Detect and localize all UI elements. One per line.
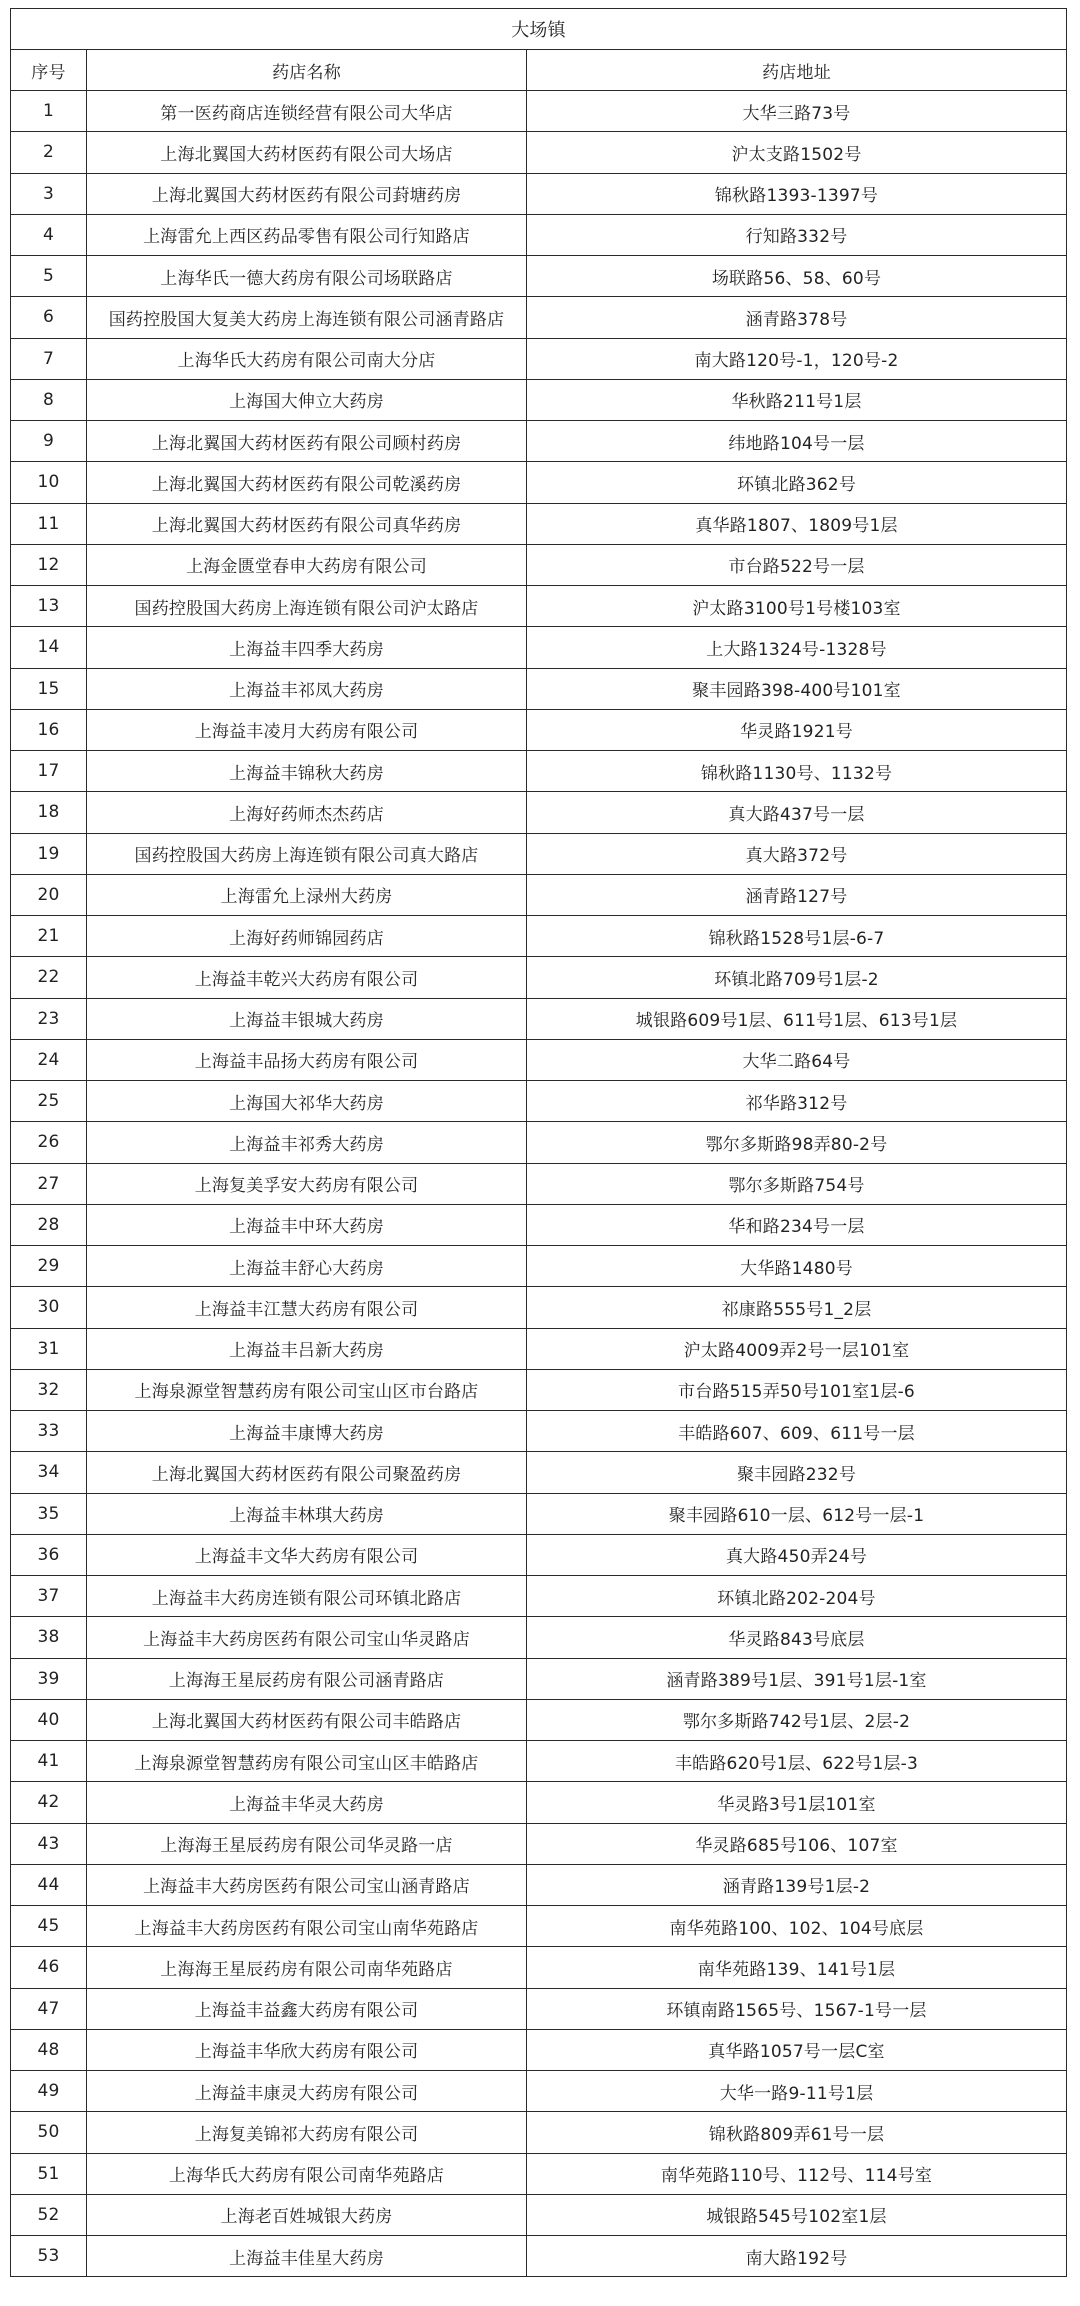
pharmacy-name-cell: 上海北翼国大药材医药有限公司葑塘药房 (87, 173, 527, 214)
pharmacy-address-cell: 沪太路3100号1号楼103室 (527, 586, 1067, 627)
table-row (11, 874, 1067, 915)
row-number-cell: 5 (11, 256, 87, 297)
table-row (11, 1204, 1067, 1245)
row-number-cell: 44 (11, 1864, 87, 1905)
table-row (11, 1741, 1067, 1782)
row-number-cell: 32 (11, 1369, 87, 1410)
table-row (11, 1369, 1067, 1410)
row-number-cell: 48 (11, 2029, 87, 2070)
table-row (11, 792, 1067, 833)
pharmacy-address-cell: 锦秋路1393-1397号 (527, 173, 1067, 214)
row-number-cell: 1 (11, 91, 87, 132)
pharmacy-name-cell: 上海益丰锦秋大药房 (87, 751, 527, 792)
row-number-cell: 4 (11, 214, 87, 255)
pharmacy-address-cell: 大华一路9-11号1层 (527, 2071, 1067, 2112)
pharmacy-address-cell: 场联路56、58、60号 (527, 256, 1067, 297)
pharmacy-name-cell: 上海益丰林琪大药房 (87, 1493, 527, 1534)
pharmacy-address-cell: 环镇北路362号 (527, 462, 1067, 503)
pharmacy-name-cell: 上海益丰银城大药房 (87, 998, 527, 1039)
pharmacy-address-cell: 华灵路843号底层 (527, 1617, 1067, 1658)
pharmacy-name-cell: 上海益丰乾兴大药房有限公司 (87, 957, 527, 998)
pharmacy-address-cell: 锦秋路1130号、1132号 (527, 751, 1067, 792)
table-row (11, 627, 1067, 668)
row-number-cell: 21 (11, 916, 87, 957)
pharmacy-name-cell: 上海雷允上西区药品零售有限公司行知路店 (87, 214, 527, 255)
pharmacy-address-cell: 聚丰园路232号 (527, 1452, 1067, 1493)
table-row (11, 1122, 1067, 1163)
table-row (11, 1328, 1067, 1369)
pharmacy-name-cell: 上海益丰益鑫大药房有限公司 (87, 1988, 527, 2029)
table-row (11, 916, 1067, 957)
pharmacy-address-cell: 真大路450弄24号 (527, 1534, 1067, 1575)
row-number-cell: 11 (11, 503, 87, 544)
pharmacy-address-cell: 真大路437号一层 (527, 792, 1067, 833)
row-number-cell: 39 (11, 1658, 87, 1699)
row-number-cell: 36 (11, 1534, 87, 1575)
table-row (11, 1864, 1067, 1905)
table-row (11, 833, 1067, 874)
table-row (11, 586, 1067, 627)
row-number-cell: 37 (11, 1576, 87, 1617)
pharmacy-address-cell: 市台路515弄50号101室1层-6 (527, 1369, 1067, 1410)
table-row (11, 1452, 1067, 1493)
table-row (11, 338, 1067, 379)
row-number-cell: 38 (11, 1617, 87, 1658)
table-row (11, 1576, 1067, 1617)
pharmacy-name-cell: 上海海王星辰药房有限公司南华苑路店 (87, 1947, 527, 1988)
pharmacy-name-cell: 上海泉源堂智慧药房有限公司宝山区市台路店 (87, 1369, 527, 1410)
pharmacy-address-cell: 城银路545号102室1层 (527, 2194, 1067, 2235)
title-row (11, 9, 1067, 50)
pharmacy-name-cell: 上海北翼国大药材医药有限公司顾村药房 (87, 421, 527, 462)
table-row (11, 1039, 1067, 1080)
pharmacy-address-cell: 沪太路4009弄2号一层101室 (527, 1328, 1067, 1369)
table-row (11, 379, 1067, 420)
pharmacy-address-cell: 华和路234号一层 (527, 1204, 1067, 1245)
pharmacy-name-cell: 第一医药商店连锁经营有限公司大华店 (87, 91, 527, 132)
row-number-cell: 49 (11, 2071, 87, 2112)
pharmacy-address-cell: 涵青路139号1层-2 (527, 1864, 1067, 1905)
pharmacy-name-cell: 上海益丰中环大药房 (87, 1204, 527, 1245)
row-number-cell: 18 (11, 792, 87, 833)
pharmacy-name-cell: 上海北翼国大药材医药有限公司大场店 (87, 132, 527, 173)
pharmacy-address-cell: 华灵路685号106、107室 (527, 1823, 1067, 1864)
row-number-cell: 25 (11, 1081, 87, 1122)
pharmacy-address-cell: 行知路332号 (527, 214, 1067, 255)
pharmacy-name-cell: 上海老百姓城银大药房 (87, 2194, 527, 2235)
pharmacy-name-cell: 上海金匮堂春申大药房有限公司 (87, 544, 527, 585)
pharmacy-name-cell: 上海益丰康灵大药房有限公司 (87, 2071, 527, 2112)
row-number-cell: 34 (11, 1452, 87, 1493)
table-title: 大场镇 (11, 9, 1067, 50)
table-row (11, 173, 1067, 214)
pharmacy-name-cell: 上海国大伸立大药房 (87, 379, 527, 420)
pharmacy-address-cell: 城银路609号1层、611号1层、613号1层 (527, 998, 1067, 1039)
row-number-cell: 35 (11, 1493, 87, 1534)
pharmacy-sheet (10, 8, 1066, 2277)
pharmacy-name-cell: 上海复美锦祁大药房有限公司 (87, 2112, 527, 2153)
table-row (11, 1782, 1067, 1823)
header-address: 药店地址 (527, 50, 1067, 91)
table-row (11, 1658, 1067, 1699)
pharmacy-name-cell: 上海益丰华灵大药房 (87, 1782, 527, 1823)
row-number-cell: 50 (11, 2112, 87, 2153)
pharmacy-name-cell: 上海华氏大药房有限公司南华苑路店 (87, 2153, 527, 2194)
pharmacy-address-cell: 涵青路127号 (527, 874, 1067, 915)
table-row (11, 297, 1067, 338)
table-row (11, 544, 1067, 585)
pharmacy-address-cell: 聚丰园路398-400号101室 (527, 668, 1067, 709)
pharmacy-name-cell: 上海华氏大药房有限公司南大分店 (87, 338, 527, 379)
pharmacy-name-cell: 国药控股国大药房上海连锁有限公司真大路店 (87, 833, 527, 874)
row-number-cell: 28 (11, 1204, 87, 1245)
pharmacy-name-cell: 上海海王星辰药房有限公司涵青路店 (87, 1658, 527, 1699)
pharmacy-name-cell: 上海益丰康博大药房 (87, 1411, 527, 1452)
table-row (11, 1287, 1067, 1328)
pharmacy-address-cell: 丰皓路620号1层、622号1层-3 (527, 1741, 1067, 1782)
pharmacy-address-cell: 涵青路378号 (527, 297, 1067, 338)
pharmacy-address-cell: 南华苑路100、102、104号底层 (527, 1906, 1067, 1947)
row-number-cell: 13 (11, 586, 87, 627)
pharmacy-address-cell: 聚丰园路610一层、612号一层-1 (527, 1493, 1067, 1534)
pharmacy-name-cell: 国药控股国大复美大药房上海连锁有限公司涵青路店 (87, 297, 527, 338)
pharmacy-address-cell: 锦秋路809弄61号一层 (527, 2112, 1067, 2153)
pharmacy-name-cell: 上海好药师锦园药店 (87, 916, 527, 957)
table-row (11, 1163, 1067, 1204)
table-row (11, 421, 1067, 462)
pharmacy-address-cell: 大华二路64号 (527, 1039, 1067, 1080)
row-number-cell: 45 (11, 1906, 87, 1947)
header-row (11, 50, 1067, 91)
row-number-cell: 40 (11, 1699, 87, 1740)
table-row (11, 2153, 1067, 2194)
pharmacy-address-cell: 鄂尔多斯路754号 (527, 1163, 1067, 1204)
pharmacy-address-cell: 锦秋路1528号1层-6-7 (527, 916, 1067, 957)
pharmacy-name-cell: 上海海王星辰药房有限公司华灵路一店 (87, 1823, 527, 1864)
row-number-cell: 30 (11, 1287, 87, 1328)
pharmacy-address-cell: 鄂尔多斯路98弄80-2号 (527, 1122, 1067, 1163)
pharmacy-address-cell: 沪太支路1502号 (527, 132, 1067, 173)
table-row (11, 1081, 1067, 1122)
row-number-cell: 2 (11, 132, 87, 173)
row-number-cell: 46 (11, 1947, 87, 1988)
pharmacy-name-cell: 上海益丰大药房连锁有限公司环镇北路店 (87, 1576, 527, 1617)
row-number-cell: 10 (11, 462, 87, 503)
pharmacy-address-cell: 南大路120号-1，120号-2 (527, 338, 1067, 379)
pharmacy-address-cell: 丰皓路607、609、611号一层 (527, 1411, 1067, 1452)
pharmacy-address-cell: 环镇北路202-204号 (527, 1576, 1067, 1617)
row-number-cell: 17 (11, 751, 87, 792)
row-number-cell: 3 (11, 173, 87, 214)
pharmacy-address-cell: 涵青路389号1层、391号1层-1室 (527, 1658, 1067, 1699)
pharmacy-name-cell: 上海泉源堂智慧药房有限公司宝山区丰皓路店 (87, 1741, 527, 1782)
table-row (11, 957, 1067, 998)
table-row (11, 751, 1067, 792)
pharmacy-address-cell: 南华苑路110号、112号、114号室 (527, 2153, 1067, 2194)
row-number-cell: 9 (11, 421, 87, 462)
pharmacy-name-cell: 上海北翼国大药材医药有限公司丰皓路店 (87, 1699, 527, 1740)
row-number-cell: 42 (11, 1782, 87, 1823)
pharmacy-table (10, 8, 1067, 2277)
row-number-cell: 23 (11, 998, 87, 1039)
row-number-cell: 15 (11, 668, 87, 709)
table-row (11, 256, 1067, 297)
table-row (11, 1823, 1067, 1864)
row-number-cell: 19 (11, 833, 87, 874)
pharmacy-address-cell: 大华路1480号 (527, 1246, 1067, 1287)
pharmacy-name-cell: 上海益丰大药房医药有限公司宝山华灵路店 (87, 1617, 527, 1658)
table-row (11, 668, 1067, 709)
pharmacy-name-cell: 上海雷允上渌州大药房 (87, 874, 527, 915)
pharmacy-name-cell: 上海益丰吕新大药房 (87, 1328, 527, 1369)
row-number-cell: 24 (11, 1039, 87, 1080)
row-number-cell: 14 (11, 627, 87, 668)
pharmacy-address-cell: 祁华路312号 (527, 1081, 1067, 1122)
row-number-cell: 53 (11, 2236, 87, 2277)
header-name: 药店名称 (87, 50, 527, 91)
pharmacy-name-cell: 上海华氏一德大药房有限公司场联路店 (87, 256, 527, 297)
pharmacy-name-cell: 上海国大祁华大药房 (87, 1081, 527, 1122)
row-number-cell: 41 (11, 1741, 87, 1782)
row-number-cell: 20 (11, 874, 87, 915)
pharmacy-address-cell: 真大路372号 (527, 833, 1067, 874)
pharmacy-address-cell: 南华苑路139、141号1层 (527, 1947, 1067, 1988)
pharmacy-address-cell: 祁康路555号1_2层 (527, 1287, 1067, 1328)
table-row (11, 1617, 1067, 1658)
table-row (11, 1988, 1067, 2029)
table-row (11, 1246, 1067, 1287)
pharmacy-address-cell: 真华路1807、1809号1层 (527, 503, 1067, 544)
row-number-cell: 7 (11, 338, 87, 379)
row-number-cell: 8 (11, 379, 87, 420)
table-row (11, 2029, 1067, 2070)
table-row (11, 1699, 1067, 1740)
pharmacy-address-cell: 上大路1324号-1328号 (527, 627, 1067, 668)
table-row (11, 1493, 1067, 1534)
table-row (11, 709, 1067, 750)
row-number-cell: 16 (11, 709, 87, 750)
pharmacy-address-cell: 南大路192号 (527, 2236, 1067, 2277)
pharmacy-name-cell: 上海益丰江慧大药房有限公司 (87, 1287, 527, 1328)
table-row (11, 503, 1067, 544)
row-number-cell: 51 (11, 2153, 87, 2194)
pharmacy-name-cell: 上海北翼国大药材医药有限公司乾溪药房 (87, 462, 527, 503)
row-number-cell: 33 (11, 1411, 87, 1452)
table-row (11, 1906, 1067, 1947)
table-row (11, 1411, 1067, 1452)
table-row (11, 91, 1067, 132)
table-row (11, 214, 1067, 255)
row-number-cell: 6 (11, 297, 87, 338)
pharmacy-name-cell: 上海益丰大药房医药有限公司宝山南华苑路店 (87, 1906, 527, 1947)
row-number-cell: 47 (11, 1988, 87, 2029)
pharmacy-address-cell: 市台路522号一层 (527, 544, 1067, 585)
table-row (11, 998, 1067, 1039)
pharmacy-name-cell: 上海复美孚安大药房有限公司 (87, 1163, 527, 1204)
table-row (11, 2071, 1067, 2112)
table-row (11, 1534, 1067, 1575)
pharmacy-address-cell: 环镇北路709号1层-2 (527, 957, 1067, 998)
pharmacy-name-cell: 上海益丰祁秀大药房 (87, 1122, 527, 1163)
table-row (11, 132, 1067, 173)
row-number-cell: 43 (11, 1823, 87, 1864)
pharmacy-name-cell: 上海益丰品扬大药房有限公司 (87, 1039, 527, 1080)
pharmacy-address-cell: 大华三路73号 (527, 91, 1067, 132)
pharmacy-address-cell: 环镇南路1565号、1567-1号一层 (527, 1988, 1067, 2029)
pharmacy-name-cell: 上海益丰祁凤大药房 (87, 668, 527, 709)
pharmacy-address-cell: 真华路1057号一层C室 (527, 2029, 1067, 2070)
row-number-cell: 29 (11, 1246, 87, 1287)
table-row (11, 462, 1067, 503)
pharmacy-address-cell: 鄂尔多斯路742号1层、2层-2 (527, 1699, 1067, 1740)
pharmacy-name-cell: 上海益丰文华大药房有限公司 (87, 1534, 527, 1575)
pharmacy-name-cell: 上海益丰华欣大药房有限公司 (87, 2029, 527, 2070)
row-number-cell: 52 (11, 2194, 87, 2235)
row-number-cell: 31 (11, 1328, 87, 1369)
pharmacy-address-cell: 纬地路104号一层 (527, 421, 1067, 462)
row-number-cell: 26 (11, 1122, 87, 1163)
table-row (11, 1947, 1067, 1988)
pharmacy-address-cell: 华秋路211号1层 (527, 379, 1067, 420)
table-row (11, 2236, 1067, 2277)
header-no: 序号 (11, 50, 87, 91)
pharmacy-name-cell: 上海北翼国大药材医药有限公司真华药房 (87, 503, 527, 544)
row-number-cell: 22 (11, 957, 87, 998)
pharmacy-name-cell: 上海益丰凌月大药房有限公司 (87, 709, 527, 750)
table-row (11, 2194, 1067, 2235)
pharmacy-name-cell: 上海好药师杰杰药店 (87, 792, 527, 833)
pharmacy-name-cell: 国药控股国大药房上海连锁有限公司沪太路店 (87, 586, 527, 627)
pharmacy-name-cell: 上海益丰大药房医药有限公司宝山涵青路店 (87, 1864, 527, 1905)
row-number-cell: 27 (11, 1163, 87, 1204)
pharmacy-name-cell: 上海益丰四季大药房 (87, 627, 527, 668)
row-number-cell: 12 (11, 544, 87, 585)
table-row (11, 2112, 1067, 2153)
pharmacy-address-cell: 华灵路1921号 (527, 709, 1067, 750)
pharmacy-name-cell: 上海益丰佳星大药房 (87, 2236, 527, 2277)
pharmacy-address-cell: 华灵路3号1层101室 (527, 1782, 1067, 1823)
pharmacy-name-cell: 上海益丰舒心大药房 (87, 1246, 527, 1287)
pharmacy-name-cell: 上海北翼国大药材医药有限公司聚盈药房 (87, 1452, 527, 1493)
